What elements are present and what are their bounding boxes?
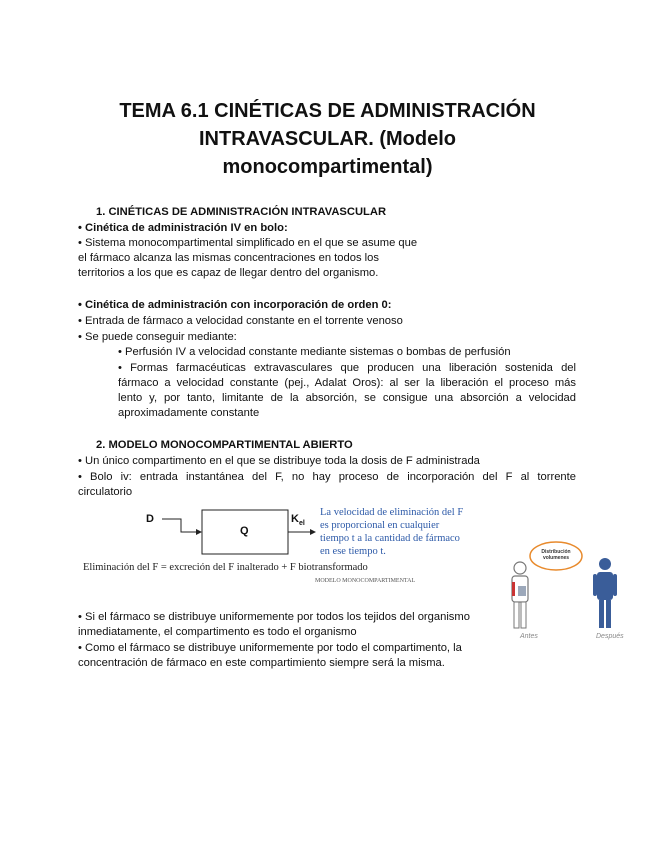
label-after: Después (596, 633, 624, 640)
distribution-illustration (498, 530, 636, 648)
orden0-heading: • Cinética de administración con incorporación de orden 0: (78, 299, 392, 311)
orden0-line: • Entrada de fármaco a velocidad constante en el torrente venoso (78, 315, 403, 327)
closing-line: • Si el fármaco se distribuye uniformemente por todos los tejidos del organismo (78, 611, 470, 623)
distribution-figure (498, 530, 636, 648)
elimination-arrow-head (310, 529, 316, 535)
sub-bullet-formas-line: • Formas farmacéuticas extravasculares que producen una liberación sostenida del (118, 362, 576, 374)
sub-bullet-formas-line: aproximadamente constante (118, 407, 260, 419)
elimination-constant (291, 513, 305, 527)
compartment-label: Q (240, 525, 249, 537)
closing-line: inmediatamente, el compartimento es todo el organismo (78, 626, 357, 638)
person-after-arm (593, 574, 597, 596)
bubble-line: Distribución (541, 549, 571, 555)
elimination-note-line: tiempo t a la cantidad de fármaco (320, 533, 460, 544)
person-after-arm (613, 574, 617, 596)
section-2-line: • Un único compartimento en el que se distribuye toda la dosis de F administrada (78, 455, 480, 467)
section-2-line: • Bolo iv: entrada instantánea del F, no hay proceso de incorporación del F al torrente (78, 471, 576, 483)
person-after-body (597, 572, 613, 600)
bolo-line: territorios a los que es capaz de llegar dentro del organismo. (78, 267, 379, 279)
elimination-note-line: La velocidad de eliminación del F (320, 507, 464, 518)
compartment-model-diagram (78, 500, 478, 596)
input-arrow-head (196, 529, 202, 535)
dose-input-label: D (146, 513, 154, 525)
orden0-line: • Se puede conseguir mediante: (78, 331, 237, 343)
input-arrow (162, 519, 196, 532)
injection-mark (512, 582, 515, 596)
person-before-leg (514, 602, 519, 628)
page-title-line-2: INTRAVASCULAR. (Modelo (198, 128, 456, 150)
person-after-head (599, 558, 611, 570)
bolo-line: • Sistema monocompartimental simplificado en el que se asume que (78, 237, 418, 249)
person-before-head (514, 562, 526, 574)
person-before-leg (521, 602, 526, 628)
bubble-line: volumenes (542, 555, 570, 561)
speech-bubble-text (536, 549, 576, 561)
section-2-line: circulatorio (78, 486, 133, 498)
k-subscript: el (298, 520, 305, 528)
page-title-line-1: TEMA 6.1 CINÉTICAS DE ADMINISTRACIÓN (119, 100, 536, 122)
section-1-heading: 1. CINÉTICAS DE ADMINISTRACIÓN INTRAVASCULAR (96, 206, 387, 218)
diagram-caption: MODELO MONOCOMPARTIMENTAL (315, 578, 416, 584)
section-2-heading: 2. MODELO MONOCOMPARTIMENTAL ABIERTO (96, 439, 353, 451)
sub-bullet-formas-line: fármaco a velocidad constante (pej., Adalat Oros): al ser la liberación el proceso más (118, 377, 576, 389)
closing-line: • Como el fármaco se distribuye uniformemente por todo el compartimento, la (78, 642, 462, 654)
elimination-note-line: es proporcional en cualquier (320, 520, 440, 531)
closing-line: concentración de fármaco en este compartimiento siempre será la misma. (78, 657, 445, 669)
sub-bullet-perfusion: • Perfusión IV a velocidad constante mediante sistemas o bombas de perfusión (118, 346, 511, 358)
elimination-note-line: en ese tiempo t. (320, 546, 386, 557)
label-before: Antes (520, 633, 538, 640)
person-after-leg (606, 600, 611, 628)
person-after-leg (599, 600, 604, 628)
bolo-line: el fármaco alcanza las mismas concentraciones en todos los (78, 252, 379, 264)
elimination-equation: Eliminación del F = excreción del F inalterado + F biotransformado (83, 562, 368, 573)
bolo-heading: • Cinética de administración IV en bolo: (78, 222, 288, 234)
drug-spot (518, 586, 526, 596)
page-title-line-3: monocompartimental) (222, 156, 433, 178)
k-letter: K (291, 513, 299, 525)
sub-bullet-formas-line: lento y, por tanto, limitante de la absorción, se consigue una absorción a velocidad (118, 392, 576, 404)
